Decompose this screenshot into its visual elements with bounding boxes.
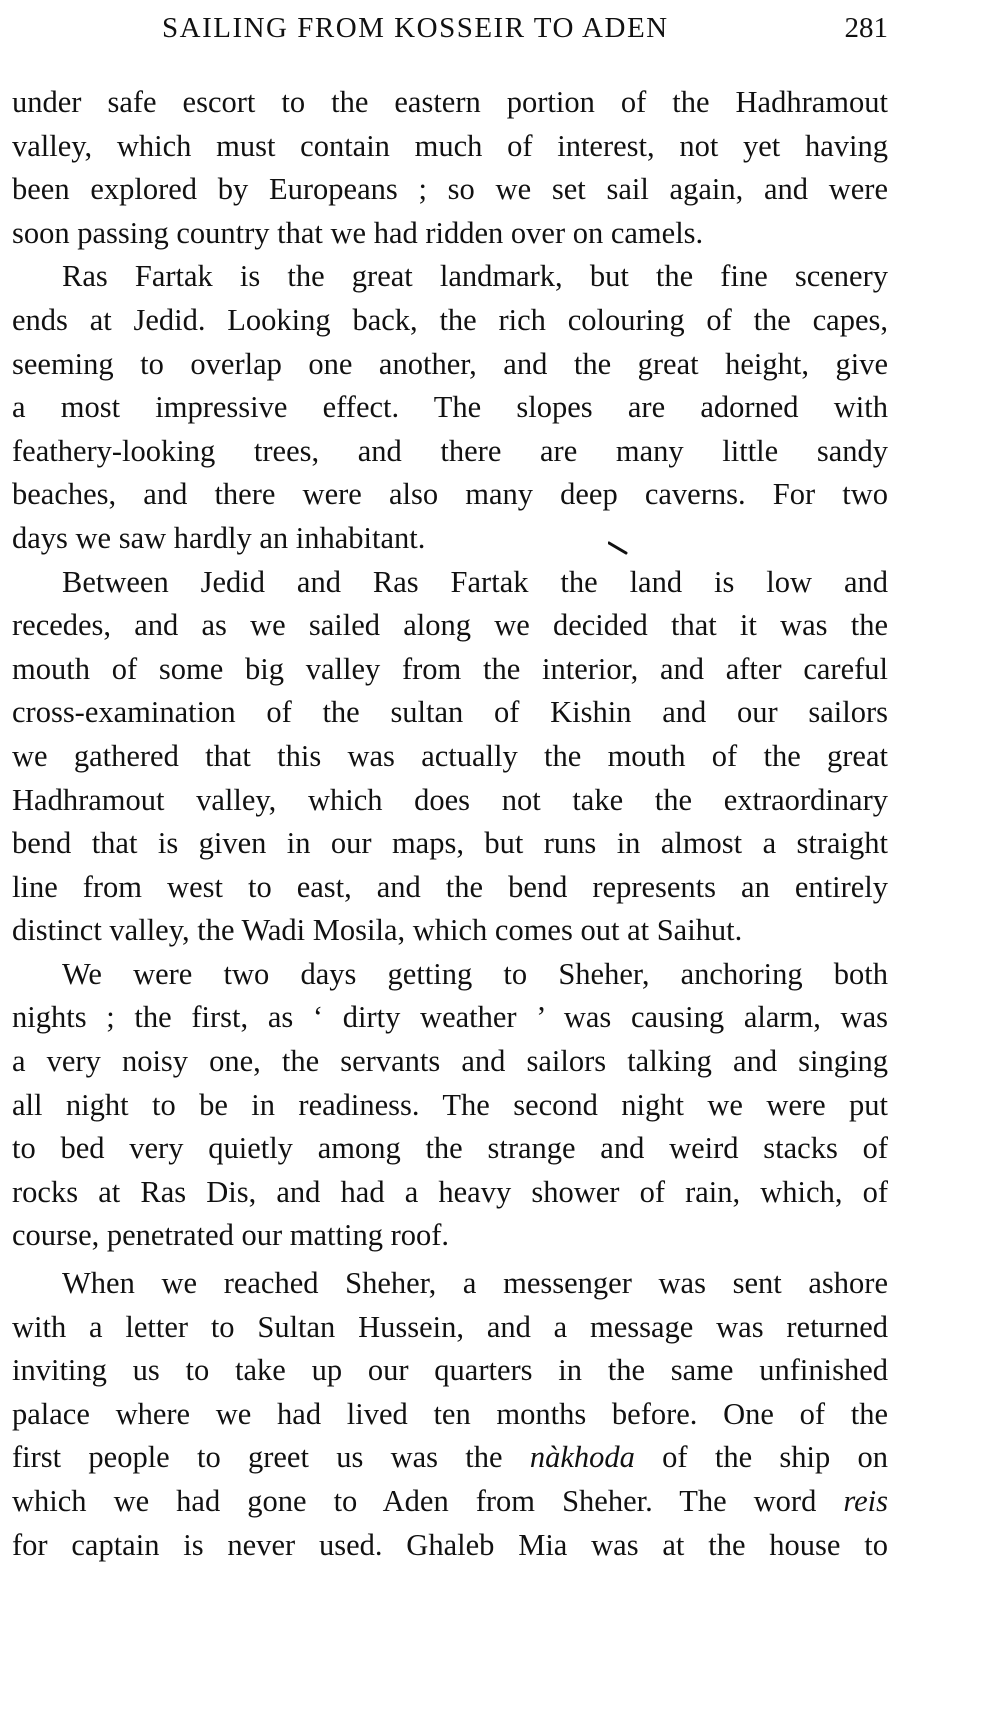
text-line: We were two days getting to Sheher, anchoring both	[62, 956, 888, 991]
text-line: for captain is never used. Ghaleb Mia was at the house to	[12, 1527, 888, 1562]
paragraph	[12, 1262, 888, 1567]
page-number: 281	[844, 12, 888, 44]
paragraph	[12, 81, 888, 255]
ink-mark-icon	[608, 541, 628, 555]
running-title: SAILING FROM KOSSEIR TO ADEN	[162, 12, 669, 44]
text-line: palace where we had lived ten months before. One of the	[12, 1396, 888, 1431]
text-line	[12, 1436, 888, 1480]
text-line: a most impressive effect. The slopes are adorned with	[12, 390, 888, 425]
text-line: recedes, and as we sailed along we decided that it was the	[12, 608, 888, 643]
book-page	[12, 0, 888, 1734]
text-line: rocks at Ras Dis, and had a heavy shower of rain, which, of	[12, 1174, 888, 1209]
text-line: inviting us to take up our quarters in the same unfinished	[12, 1353, 888, 1388]
paragraph	[12, 561, 888, 953]
text-line: cross-examination of the sultan of Kishin and our sailors	[12, 695, 888, 730]
paragraph	[12, 953, 888, 1258]
paragraph	[12, 255, 888, 560]
text-line: Between Jedid and Ras Fartak the land is low and	[62, 564, 888, 599]
text-line: When we reached Sheher, a messenger was sent ashore	[62, 1266, 888, 1301]
text-line: distinct valley, the Wadi Mosila, which comes out at Saihut.	[12, 913, 743, 948]
text-line: to bed very quietly among the strange and weird stacks of	[12, 1131, 888, 1166]
running-head	[12, 12, 888, 56]
text-line: mouth of some big valley from the interior, and after careful	[12, 651, 888, 686]
text-line: soon passing country that we had ridden over on camels.	[12, 215, 704, 250]
text-line: valley, which must contain much of interest, not yet having	[12, 128, 888, 163]
text-line: Ras Fartak is the great landmark, but the fine scenery	[62, 259, 888, 294]
text-line: course, penetrated our matting roof.	[12, 1218, 450, 1253]
text-run: of the ship on	[634, 1440, 888, 1475]
text-line: seeming to overlap one another, and the great height, give	[12, 346, 888, 381]
text-line: line from west to east, and the bend represents an entirely	[12, 869, 888, 904]
text-line: feathery-looking trees, and there are many little sandy	[12, 433, 888, 468]
text-line: ends at Jedid. Looking back, the rich colouring of the capes,	[12, 302, 888, 337]
italic-word: reis	[843, 1484, 888, 1518]
text-line: we gathered that this was actually the mouth of the great	[12, 738, 888, 773]
text-run: which we had gone to Aden from Sheher. The word	[12, 1484, 844, 1518]
text-line: under safe escort to the eastern portion of the Hadhramout	[12, 85, 888, 119]
text-line: bend that is given in our maps, but runs in almost a straight	[12, 826, 888, 861]
italic-word: nàkhoda	[529, 1440, 635, 1475]
text-line: with a letter to Sultan Hussein, and a message was returned	[12, 1309, 888, 1344]
text-line: all night to be in readiness. The second night we were put	[12, 1087, 888, 1122]
text-line: days we saw hardly an inhabitant.	[12, 520, 426, 555]
text-line: nights ; the first, as ‘ dirty weather ’ was causing alarm, was	[12, 1000, 888, 1035]
text-line: beaches, and there were also many deep caverns. For two	[12, 477, 888, 512]
text-line: Hadhramout valley, which does not take the extraordinary	[12, 782, 888, 817]
text-line	[12, 1480, 888, 1524]
text-line: been explored by Europeans ; so we set sail again, and were	[12, 172, 888, 207]
body-text	[12, 81, 888, 1567]
text-line: a very noisy one, the servants and sailors talking and singing	[12, 1044, 888, 1079]
text-run: first people to greet us was the	[12, 1440, 530, 1475]
